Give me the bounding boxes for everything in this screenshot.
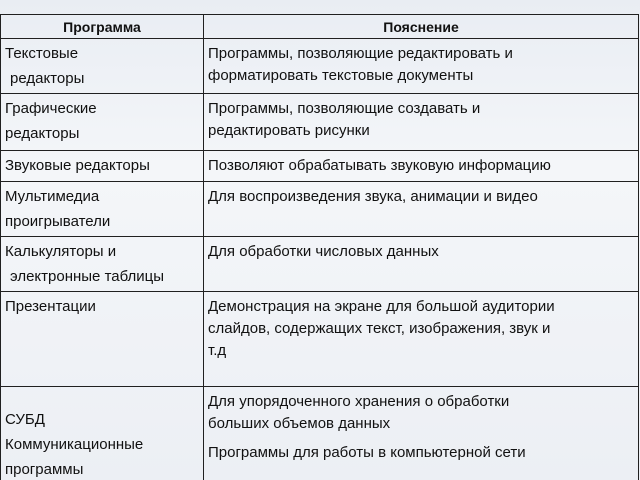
program-line: электронные таблицы — [10, 268, 165, 285]
table-row — [1, 151, 639, 182]
explanation-line: Позволяют обрабатывать звуковую информацию — [208, 157, 551, 174]
program-cell — [1, 39, 204, 94]
explanation-line: Программы для работы в компьютерной сети — [208, 444, 526, 461]
explanation-cell — [204, 387, 639, 480]
explanation-line: больших объемов данных — [208, 415, 391, 432]
table-row — [1, 39, 639, 94]
program-line: Мультимедиа — [5, 188, 100, 205]
program-line: редакторы — [5, 125, 80, 142]
table-row — [1, 94, 639, 151]
program-cell — [1, 237, 204, 292]
explanation-line: редактировать рисунки — [208, 122, 370, 139]
program-line: СУБД — [5, 411, 45, 428]
header-program: Программа — [1, 15, 204, 39]
explanation-cell — [204, 292, 639, 387]
program-cell — [1, 387, 204, 480]
explanation-line: Для воспроизведения звука, анимации и видео — [208, 188, 538, 205]
explanation-line: Программы, позволяющие редактировать и — [208, 45, 513, 62]
program-line: Презентации — [5, 298, 96, 315]
program-line: Графические — [5, 100, 97, 117]
program-line: Калькуляторы и — [5, 243, 117, 260]
software-table — [0, 14, 639, 480]
explanation-line: Для упорядоченного хранения о обработки — [208, 393, 510, 410]
program-line: Звуковые редакторы — [5, 157, 150, 174]
explanation-cell — [204, 151, 639, 182]
program-cell — [1, 292, 204, 387]
program-line: Текстовые — [5, 45, 79, 62]
explanation-line: Демонстрация на экране для большой аудитории — [208, 298, 555, 315]
explanation-line: т.д — [208, 342, 227, 359]
table-row — [1, 182, 639, 237]
program-cell — [1, 151, 204, 182]
table-row — [1, 387, 639, 480]
explanation-line: Программы, позволяющие создавать и — [208, 100, 481, 117]
explanation-line: слайдов, содержащих текст, изображения, звук и — [208, 320, 551, 337]
program-cell — [1, 182, 204, 237]
explanation-cell — [204, 237, 639, 292]
program-line: программы — [5, 461, 84, 478]
program-line: Коммуникационные — [5, 436, 144, 453]
program-line: редакторы — [10, 70, 85, 87]
table-row — [1, 292, 639, 387]
program-cell — [1, 94, 204, 151]
explanation-line: форматировать текстовые документы — [208, 67, 474, 84]
program-line: проигрыватели — [5, 213, 111, 230]
explanation-cell — [204, 39, 639, 94]
header-explanation: Пояснение — [204, 15, 639, 39]
table-row — [1, 237, 639, 292]
explanation-cell — [204, 94, 639, 151]
table-header-row — [1, 15, 639, 39]
explanation-line: Для обработки числовых данных — [208, 243, 439, 260]
explanation-cell — [204, 182, 639, 237]
